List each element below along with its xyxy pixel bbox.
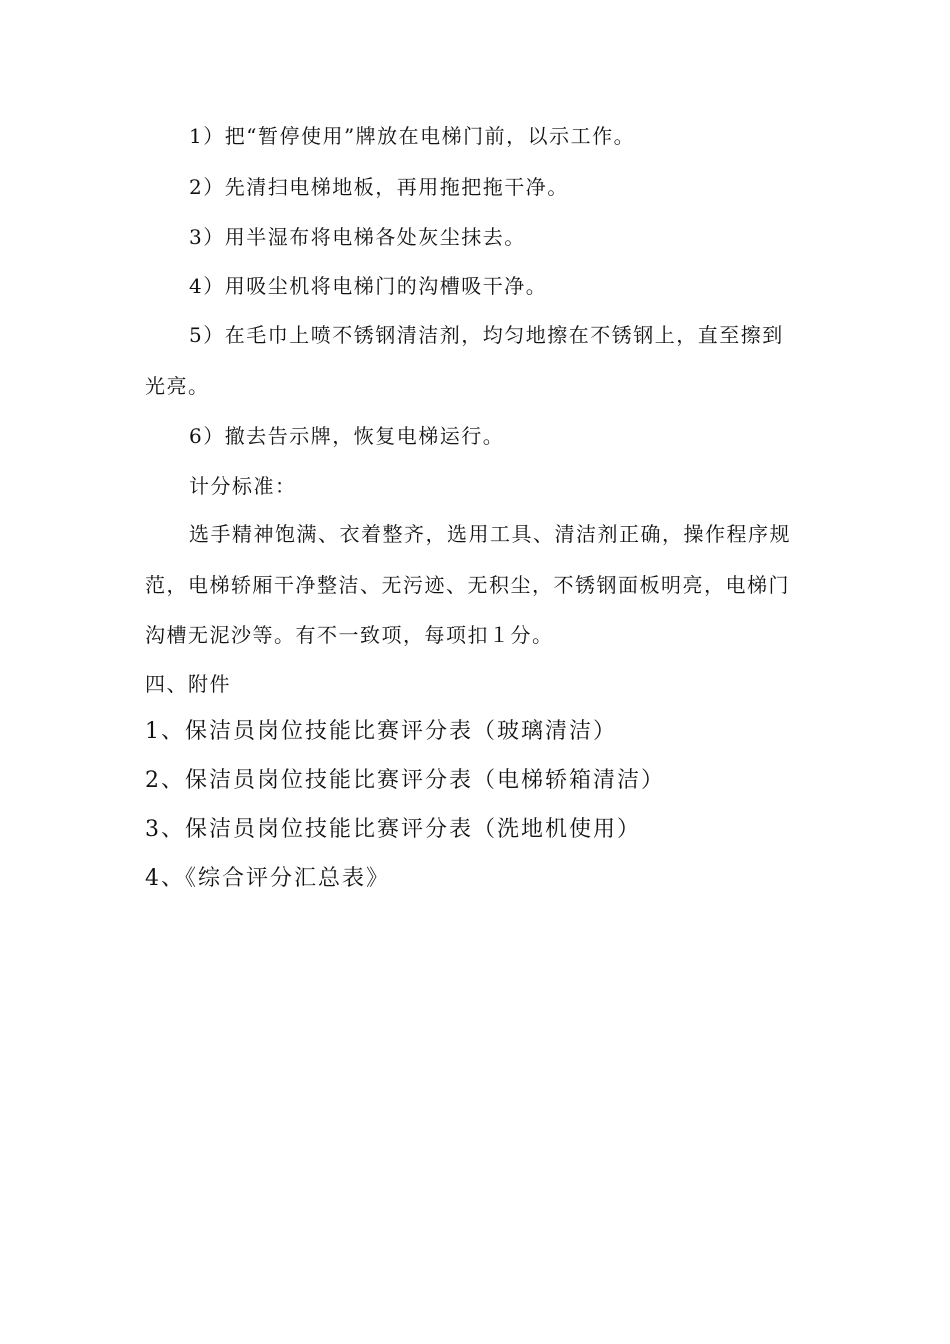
step-4: 4）用吸尘机将电梯门的沟槽吸干净。 <box>189 274 548 298</box>
attachment-item-4: 4、《综合评分汇总表》 <box>145 866 390 891</box>
attachment-item-2: 2、保洁员岗位技能比赛评分表（电梯轿箱清洁） <box>145 768 665 793</box>
scoring-line-2: 范，电梯轿厢干净整洁、无污迹、无积尘，不锈钢面板明亮，电梯门 <box>145 573 790 597</box>
scoring-line-3: 沟槽无泥沙等。有不一致项，每项扣１分。 <box>145 623 554 647</box>
attachment-item-3: 3、保洁员岗位技能比赛评分表（洗地机使用） <box>145 817 641 842</box>
step-6: 6）撤去告示牌，恢复电梯运行。 <box>189 424 505 448</box>
step-5: 5）在毛巾上喷不锈钢清洁剂，均匀地擦在不锈钢上，直至擦到 <box>189 323 784 347</box>
attachments-heading: 四、附件 <box>145 672 231 696</box>
attachment-item-1: 1、保洁员岗位技能比赛评分表（玻璃清洁） <box>145 719 617 744</box>
step-5-continued: 光亮。 <box>145 374 210 398</box>
step-1: 1）把“暂停使用”牌放在电梯门前，以示工作。 <box>189 124 636 148</box>
scoring-heading: 计分标准： <box>189 474 297 498</box>
step-3: 3）用半湿布将电梯各处灰尘抹去。 <box>189 225 526 249</box>
step-2: 2）先清扫电梯地板，再用拖把拖干净。 <box>189 175 569 199</box>
scoring-line-1: 选手精神饱满、衣着整齐，选用工具、清洁剂正确，操作程序规 <box>189 522 791 546</box>
